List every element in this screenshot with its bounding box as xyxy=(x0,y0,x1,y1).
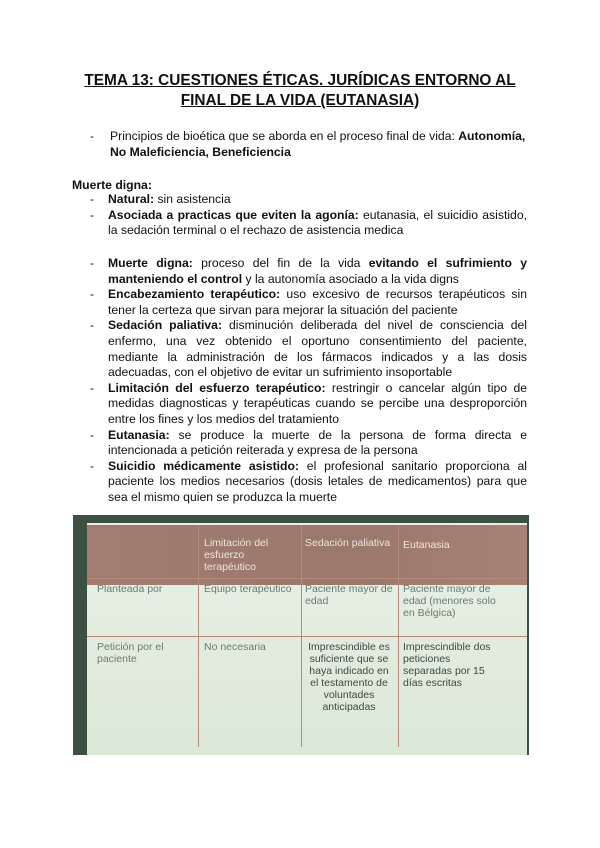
bullet-dash: - xyxy=(90,318,95,333)
item-text: restringir o cancelar algún tipo de medidas diagnosticas y terapéuticas cuando se percibe una desproporción entre los fines y los medios del tratamiento xyxy=(108,380,527,426)
table-divider xyxy=(87,578,527,579)
list-item xyxy=(92,287,527,318)
dignified-death-list xyxy=(92,192,527,239)
table-cell: Imprescindible es suficiente que se haya indicado en el testamento de voluntades anticipadas xyxy=(308,641,390,713)
list-item xyxy=(92,459,527,506)
table-cell: No necesaria xyxy=(204,641,266,653)
table-cell: Paciente mayor de edad xyxy=(305,583,393,607)
list-item xyxy=(92,428,527,459)
intro-bold: Autonomía, No Maleficiencia, Beneficiencia xyxy=(110,129,526,159)
title-line-2: FINAL DE LA VIDA (EUTANASIA) xyxy=(180,92,420,109)
item-text: eutanasia, el suicidio asistido, la sedación terminal o el rechazo de asistencia medica xyxy=(108,207,527,238)
list-item xyxy=(92,381,527,428)
list-item xyxy=(92,192,527,208)
bullet-dash: - xyxy=(90,129,95,143)
bullet-dash: - xyxy=(90,287,95,302)
item-term: Natural: xyxy=(108,192,155,206)
bullet-dash: - xyxy=(90,207,95,222)
item-text: se produce la muerte de la persona de forma directa e intencionada a petición reiterada y expresa de la persona xyxy=(108,427,527,458)
item-text: proceso del fin de la vida xyxy=(192,256,369,270)
item-term: Sedación paliativa: xyxy=(108,318,222,333)
item-term: Muerte digna: xyxy=(108,256,193,270)
table-cell: Paciente mayor de edad (menores solo en Bélgica) xyxy=(403,583,496,619)
slide-photo xyxy=(73,515,529,755)
item-term: Encabezamiento terapéutico: xyxy=(108,287,281,302)
definitions-list xyxy=(92,256,527,506)
header-cell: Eutanasia xyxy=(403,539,450,551)
item-text: y la autonomía asociado a la vida digns xyxy=(242,271,459,286)
intro-text xyxy=(110,128,537,160)
item-term: Limitación del esfuerzo terapéutico: xyxy=(108,380,326,395)
title-line-1: TEMA 13: CUESTIONES ÉTICAS. JURÍDICAS ENTORNO AL xyxy=(84,72,516,89)
bullet-dash: - xyxy=(90,380,95,395)
intro-plain: Principios de bioética que se aborda en el proceso final de vida: xyxy=(110,129,459,143)
item-bold: evitando el sufrimiento y manteniendo el control xyxy=(108,256,527,286)
item-term: Asociada a practicas que eviten la agonía: xyxy=(108,207,359,222)
bullet-dash: - xyxy=(90,192,95,206)
section-heading: Muerte digna: xyxy=(72,178,152,192)
item-term: Suicidio médicamente asistido: xyxy=(108,458,299,473)
table-cell: Equipo terapéutico xyxy=(204,583,292,595)
document-title xyxy=(60,71,540,111)
header-cell: Sedación paliativa xyxy=(305,537,391,549)
bullet-dash: - xyxy=(90,458,95,473)
item-text: uso excesivo de recursos terapéuticos sin tener la certeza que sirvan para mejorar la situación del paciente xyxy=(108,287,527,317)
list-item xyxy=(92,256,527,287)
item-term: Eutanasia: xyxy=(108,427,170,442)
intro-bullet xyxy=(92,128,537,160)
table-cell: Imprescindible dos peticiones separadas por 15 días escritas xyxy=(403,641,491,689)
list-item xyxy=(92,208,527,239)
bullet-dash: - xyxy=(90,256,95,270)
list-item xyxy=(92,318,527,380)
table-divider xyxy=(87,636,527,637)
table-header-band xyxy=(87,525,527,585)
row-label: Petición por el paciente xyxy=(97,641,164,665)
header-cell: Limitación del esfuerzo terapéutico xyxy=(204,537,269,573)
item-text: sin asistencia xyxy=(154,192,231,206)
row-label: Planteada por xyxy=(97,583,163,595)
bullet-dash: - xyxy=(90,427,95,442)
item-text: disminución deliberada del nivel de consciencia del enfermo, una vez obtenido el oportuno consentimiento del paciente, mediante la administración de los fármacos indicados y a las dosis adecuadas, con el objetivo de evitar un sufrimiento insoportable xyxy=(108,318,527,380)
item-text: el profesional sanitario proporciona al paciente los medios necesarios (dosis letales de medicamentos) para que sea el mismo quien se produzca la muerte xyxy=(108,458,527,504)
